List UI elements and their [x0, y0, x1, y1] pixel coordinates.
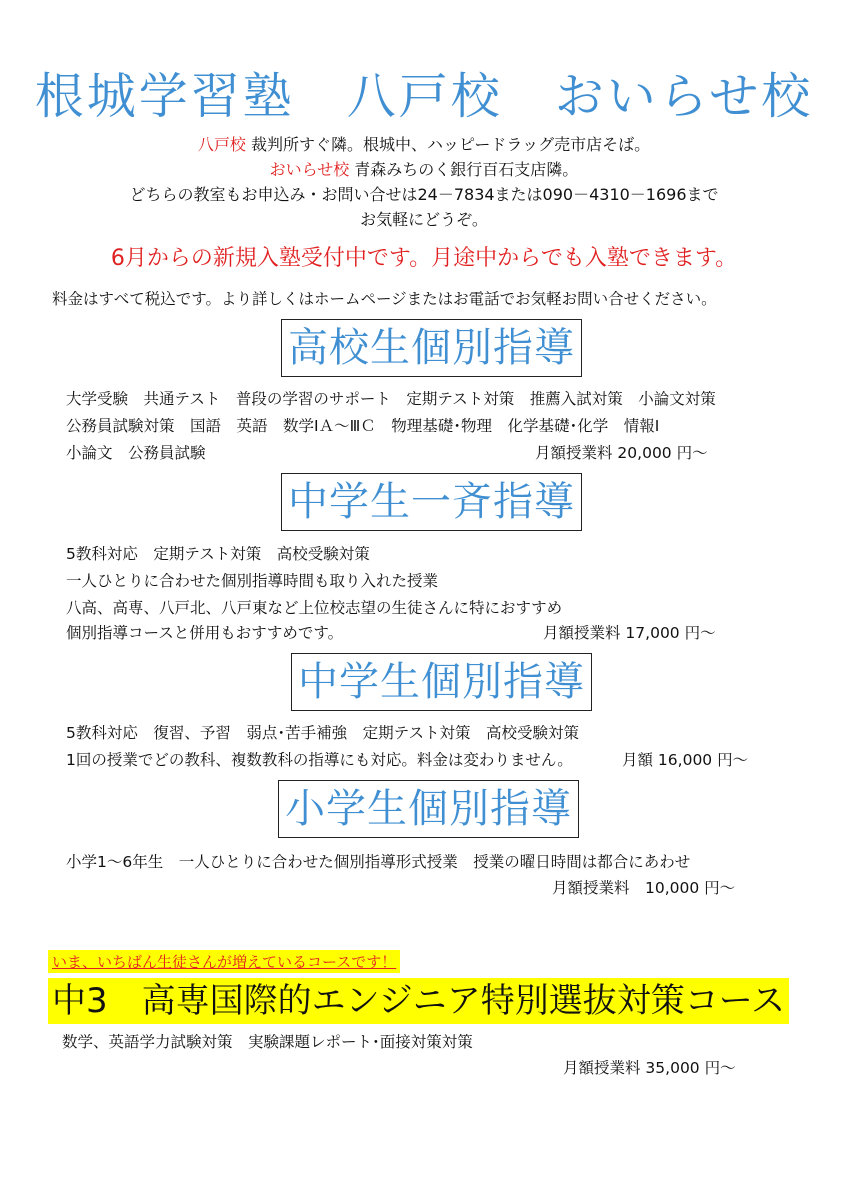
- course-price: 月額授業料 20,000 円～: [535, 444, 708, 462]
- oirase-label: おいらせ校: [269, 160, 350, 179]
- hachinohe-address: 裁判所すぐ隣。根城中、ハッピードラッグ売市店そば。: [251, 135, 651, 154]
- course-line: 個別指導コースと併用もおすすめです。: [66, 624, 344, 642]
- course-line: 公務員試験対策 国語 英語 数学ⅠＡ～ⅢＣ 物理基礎･物理 化学基礎･化学 情報Ⅰ: [66, 417, 660, 435]
- special-course-line: 数学、英語学力試験対策 実験課題レポート･面接対策対策: [62, 1033, 473, 1051]
- special-course-title: 中3 高専国際的エンジニア特別選抜対策コース: [48, 978, 789, 1024]
- special-course-price: 月額授業料 35,000 円～: [563, 1059, 736, 1077]
- enrollment-notice: 6月からの新規入塾受付中です。月途中からでも入塾できます。: [110, 246, 738, 271]
- course-price: 月額 16,000 円～: [622, 751, 749, 769]
- course-line: 小学1～6年生 一人ひとりに合わせた個別指導形式授業 授業の曜日時間は都合にあわせ: [66, 853, 691, 871]
- course-line: 大学受験 共通テスト 普段の学習のサポート 定期テスト対策 推薦入試対策 小論文対策: [66, 390, 716, 408]
- course-line: 八高、高専、八戸北、八戸東など上位校志望の生徒さんに特におすすめ: [66, 599, 563, 617]
- course-line: 5教科対応 定期テスト対策 高校受験対策: [66, 545, 370, 563]
- contact-line-2: お気軽にどうぞ。: [360, 210, 488, 229]
- page-title: 根城学習塾 八戸校 おいらせ校: [34, 68, 814, 125]
- popular-course-label: いま、いちばん生徒さんが増えているコースです！: [48, 950, 400, 973]
- course-line: 5教科対応 復習、予習 弱点･苦手補強 定期テスト対策 高校受験対策: [66, 724, 579, 742]
- course-title-high-school-individual: 高校生個別指導: [281, 319, 582, 377]
- contact-line: どちらの教室もお申込み・お問い合せは24－7834または090－4310－1696まで: [129, 185, 719, 204]
- course-title-junior-high-group: 中学生一斉指導: [281, 473, 582, 531]
- course-price: 月額授業料 10,000 円～: [552, 879, 736, 897]
- course-line: 1回の授業でどの教科、複数教科の指導にも対応。料金は変わりません。: [66, 751, 573, 769]
- course-line: 一人ひとりに合わせた個別指導時間も取り入れた授業: [66, 572, 439, 590]
- course-title-elementary-individual: 小学生個別指導: [278, 780, 579, 838]
- oirase-address: 青森みちのく銀行百石支店隣。: [354, 160, 579, 179]
- course-title-junior-high-individual: 中学生個別指導: [291, 653, 592, 711]
- course-line: 小論文 公務員試験: [66, 444, 206, 462]
- fee-note: 料金はすべて税込です。より詳しくはホームページまたはお電話でお気軽お問い合せください。: [52, 290, 717, 308]
- hachinohe-label: 八戸校: [197, 135, 246, 154]
- hachinohe-school-info: [0, 132, 848, 155]
- course-price: 月額授業料 17,000 円～: [543, 624, 716, 642]
- oirase-school-info: [0, 157, 848, 180]
